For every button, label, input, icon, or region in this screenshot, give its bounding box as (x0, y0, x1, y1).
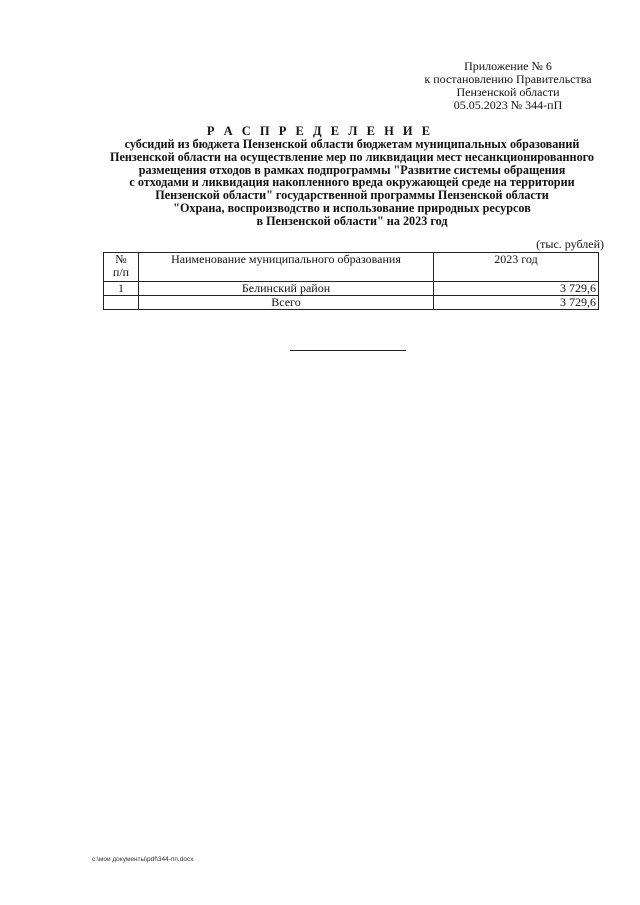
row-municipality: Белинский район (139, 282, 434, 296)
subtitle-line: Пензенской области на осуществление мер по ликвидации мест несанкционированного (110, 149, 594, 164)
subtitle-line: субсидий из бюджета Пензенской области бюджетам муниципальных образований (124, 137, 580, 151)
subtitle-line: Пензенской области" государственной программы Пензенской области (155, 188, 549, 203)
total-label: Всего (139, 296, 434, 310)
subtitle-line: с отходами и ликвидация накопленного вреда окружающей среде на территории (129, 175, 575, 190)
header-number-symbol: № (115, 252, 127, 266)
row-number: 1 (104, 282, 139, 296)
appendix-line-2: к постановлению Правительства (424, 72, 592, 86)
subtitle-line: размещения отходов в рамках подпрограммы "Развитие системы обращения (138, 162, 566, 177)
table-header-row (104, 253, 599, 282)
header-municipality: Наименование муниципального образования (139, 253, 434, 282)
table-total-row (104, 296, 599, 310)
row-value: 3 729,6 (434, 282, 599, 296)
document-subtitle (88, 138, 616, 228)
total-value: 3 729,6 (434, 296, 599, 310)
table-row (104, 282, 599, 296)
appendix-line-1: Приложение № 6 (464, 59, 552, 73)
footer-file-path: c:\мои документы\pdf\344-пп.docx (92, 856, 194, 863)
appendix-line-3: Пензенской области (456, 85, 560, 99)
header-number (104, 253, 139, 282)
subtitle-line: в Пензенской области" на 2023 год (256, 213, 448, 228)
subtitle-line: "Охрана, воспроизводство и использование природных ресурсов (173, 200, 531, 215)
units-label: (тыс. рублей) (536, 237, 604, 251)
appendix-line-4: 05.05.2023 № 344-пП (453, 98, 563, 112)
separator-line (290, 350, 406, 351)
distribution-table (103, 252, 599, 310)
header-number-pp: п/п (112, 265, 130, 279)
document-title: Р А С П Р Е Д Е Л Е Н И Е (206, 124, 434, 138)
header-year: 2023 год (434, 253, 599, 282)
appendix-block (408, 60, 608, 112)
total-number-empty (104, 296, 139, 310)
